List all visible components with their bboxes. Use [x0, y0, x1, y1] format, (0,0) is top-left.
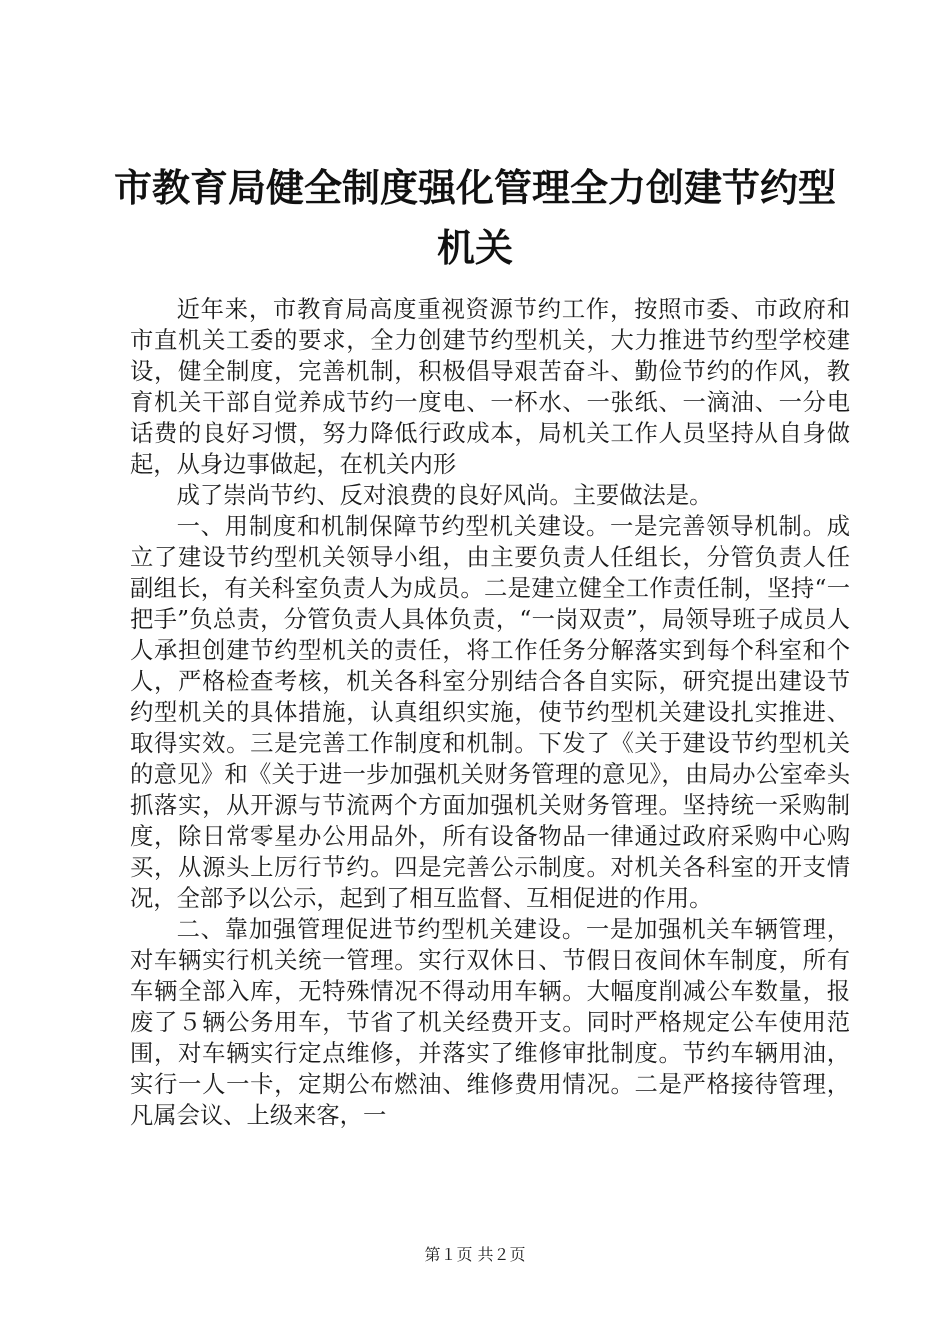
- paragraph-section-1: 一、用制度和机制保障节约型机关建设。一是完善领导机制。成立了建设节约型机关领导小组，由主要负责人任组长，分管负责人任副组长，有关科室负责人为成员。二是建立健全工作责任制，坚持“一把手”负总责，分管负责人具体负责，“一岗双责”，局领导班子成员人人承担创建节约型机关的责任，将工作任务分解落实到每个科室和个人，严格检查考核，机关各科室分别结合各自实际，研究提出建设节约型机关的具体措施，认真组织实施，使节约型机关建设扎实推进、取得实效。三是完善工作制度和机制。下发了《关于建设节约型机关的意见》和《关于进一步加强机关财务管理的意见》，由局办公室牵头抓落实，从开源与节流两个方面加强机关财务管理。坚持统一采购制度，除日常零星办公用品外，所有设备物品一律通过政府采购中心购买，从源头上厉行节约。四是完善公示制度。对机关各科室的开支情况，全部予以公示，起到了相互监督、互相促进的作用。: [130, 513, 850, 912]
- page-footer: 第１页 共２页: [424, 1245, 526, 1264]
- document-title: 市教育局健全制度强化管理全力创建节约型机关: [113, 165, 836, 270]
- paragraph-intro-continued: 成了崇尚节约、反对浪费的良好风尚。主要做法是。: [176, 482, 713, 509]
- paragraph-section-2: 二、靠加强管理促进节约型机关建设。一是加强机关车辆管理，对车辆实行机关统一管理。实行双休日、节假日夜间休车制度，所有车辆全部入库，无特殊情况不得动用车辆。大幅度削减公车数量，报废了５辆公务用车，节省了机关经费开支。同时严格规定公车使用范围，对车辆实行定点维修，并落实了维修审批制度。节约车辆用油，实行一人一卡，定期公布燃油、维修费用情况。二是严格接待管理，凡属会议、上级来客，一: [130, 916, 850, 1129]
- paragraph-intro: 近年来，市教育局高度重视资源节约工作，按照市委、市政府和市直机关工委的要求，全力创建节约型机关，大力推进节约型学校建设，健全制度，完善机制，积极倡导艰苦奋斗、勤俭节约的作风，教育机关干部自觉养成节约一度电、一杯水、一张纸、一滴油、一分电话费的良好习惯，努力降低行政成本，局机关工作人员坚持从自身做起，从身边事做起，在机关内形: [130, 296, 850, 478]
- document-body: [130, 294, 850, 1131]
